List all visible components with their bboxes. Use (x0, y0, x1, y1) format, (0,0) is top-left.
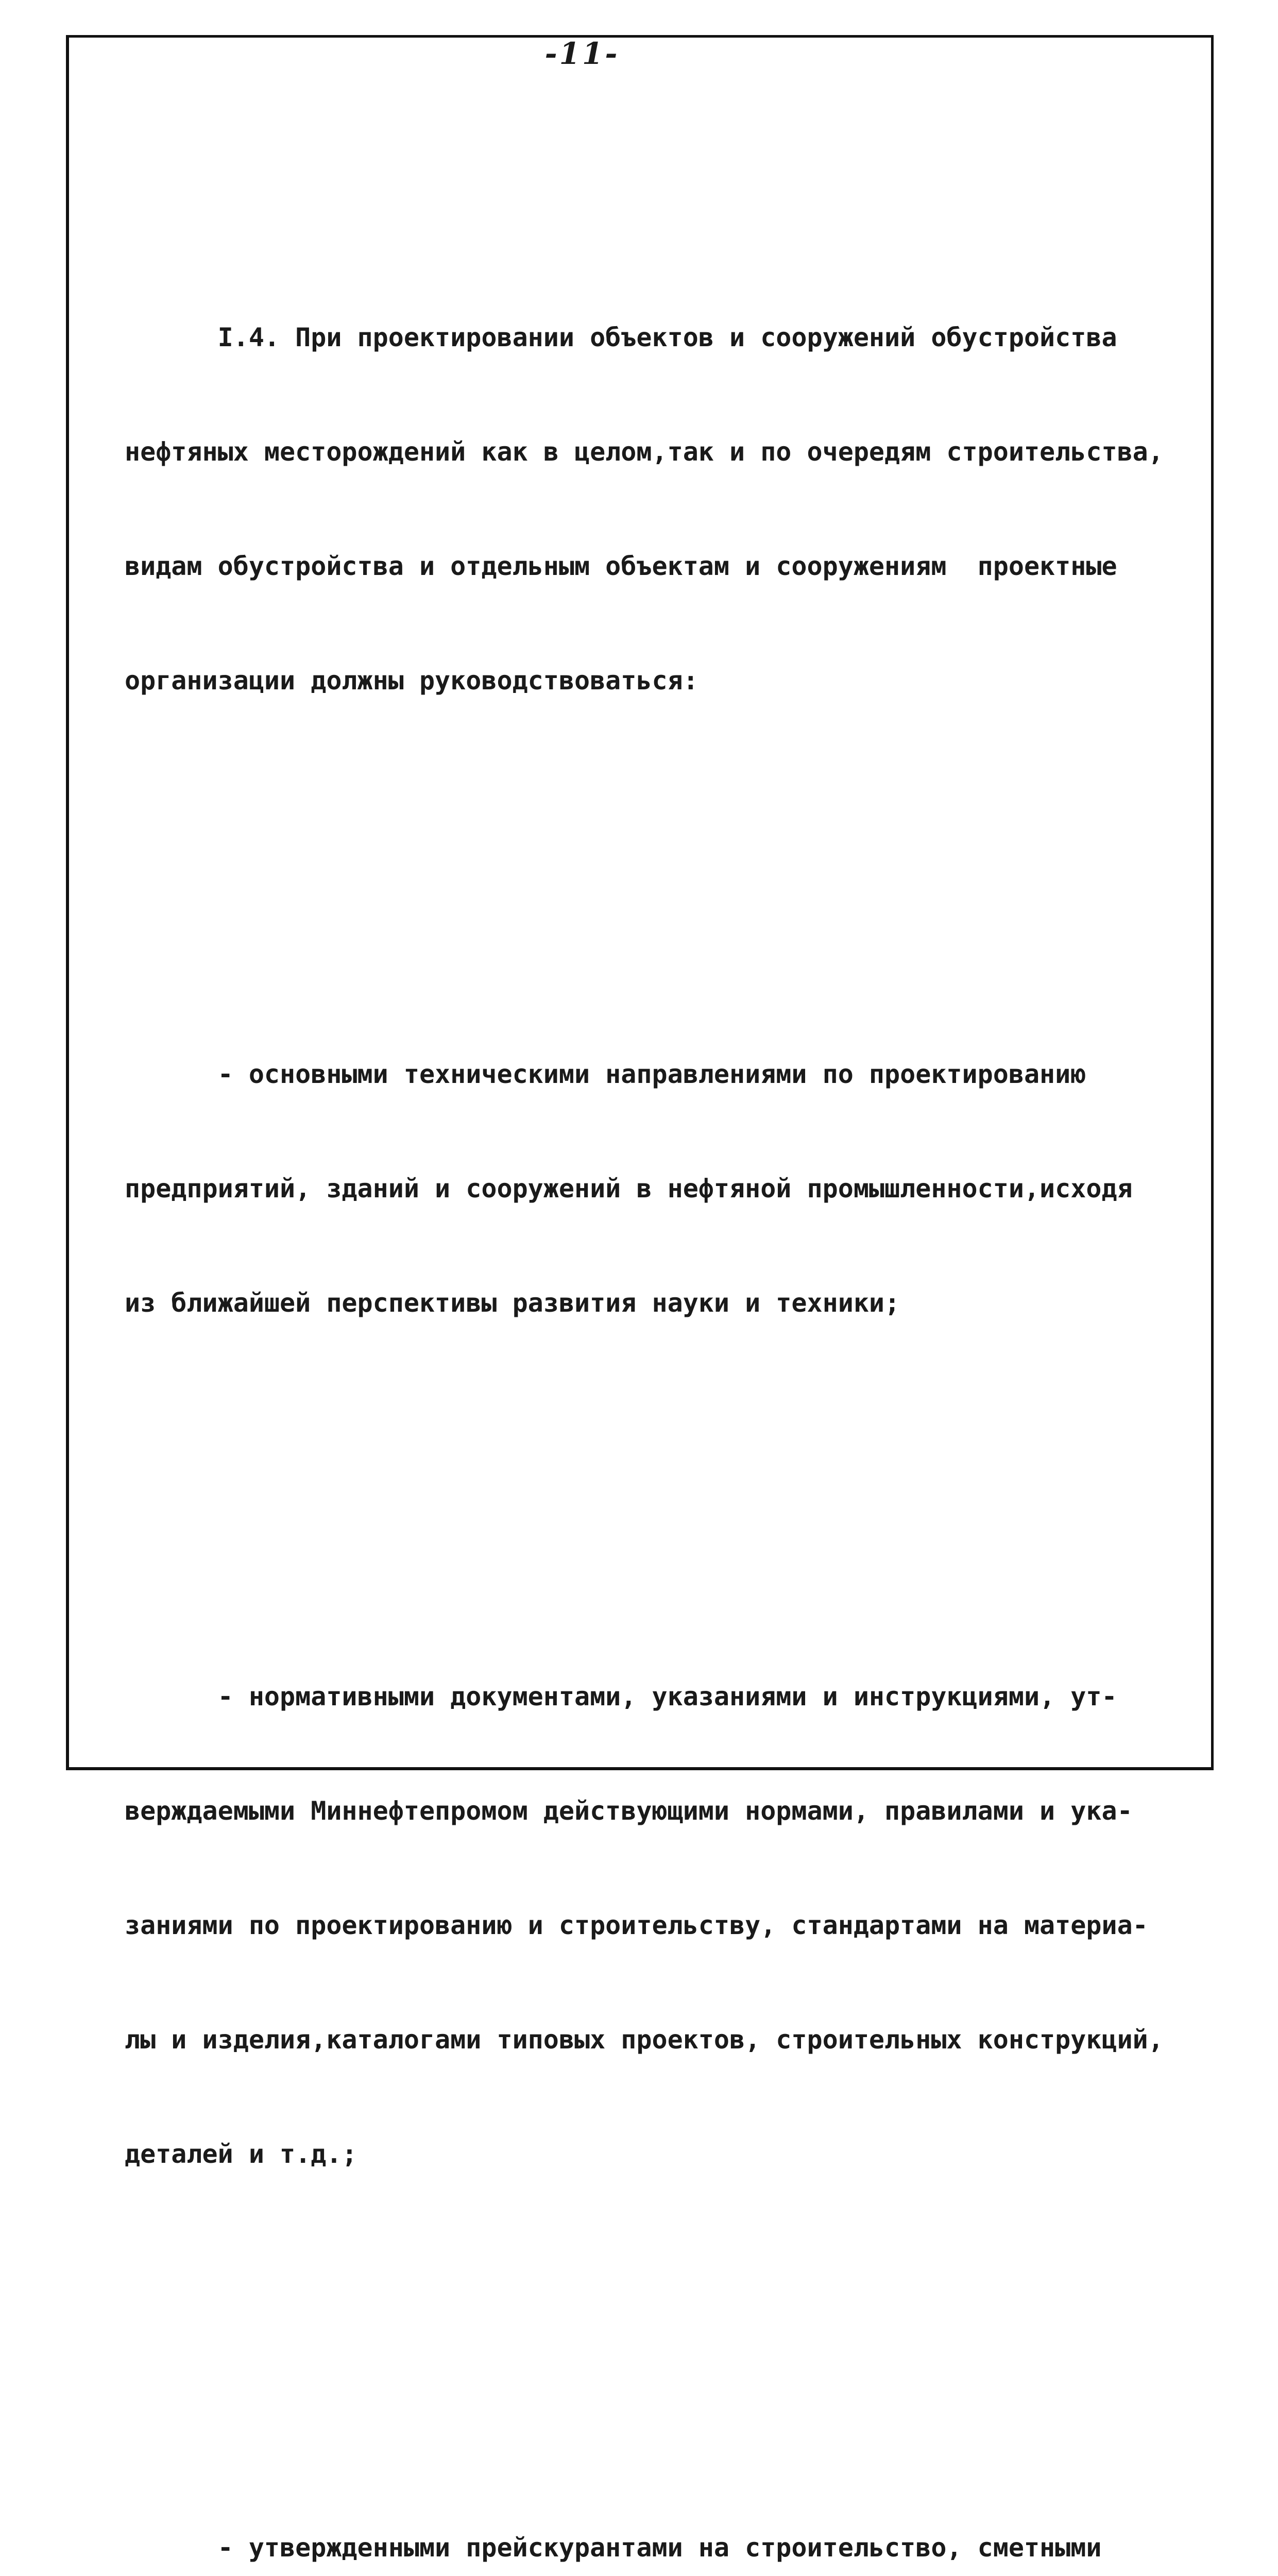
text-line: - основными техническими направлениями по проектированию (125, 1059, 1086, 1089)
text-line: верждаемыми Миннефтепромом действующими нормами, правилами и ука- (125, 1796, 1133, 1826)
text-line: лы и изделия,каталогами типовых проектов, строительных конструкций, (125, 2025, 1164, 2055)
paragraph-gap (125, 1475, 1212, 1487)
text-line: - утвержденными прейскурантами на строительство, сметными (125, 2533, 1102, 2563)
text-line: предприятий, зданий и сооружений в нефтяной промышленности,исходя (125, 1174, 1133, 1204)
paragraph-1-4-intro (125, 242, 1212, 776)
list-item-normative-documents (125, 1601, 1212, 2249)
paragraph-gap (125, 852, 1212, 865)
paragraph-gap (125, 2326, 1212, 2338)
page-number: -11- (544, 36, 620, 71)
text-line: из ближайшей перспективы развития науки и техники; (125, 1288, 900, 1318)
text-line: I.4. При проектировании объектов и сооружений обустройства (125, 323, 1117, 352)
text-line: заниями по проектированию и строительству, стандартами на материа- (125, 1910, 1148, 1940)
text-line: видам обустройства и отдельным объектам и сооружениям проектные (125, 551, 1117, 581)
text-line: организации должны руководствоваться: (125, 666, 698, 696)
text-line: - нормативными документами, указаниями и инструкциями, ут- (125, 1682, 1117, 1711)
list-item-price-lists (125, 2452, 1212, 2576)
list-item-technical-directions (125, 979, 1212, 1398)
text-line: нефтяных месторождений как в целом,так и по очередям строительства, (125, 437, 1164, 467)
text-line: деталей и т.д.; (125, 2139, 357, 2169)
document-body (125, 128, 1212, 2576)
